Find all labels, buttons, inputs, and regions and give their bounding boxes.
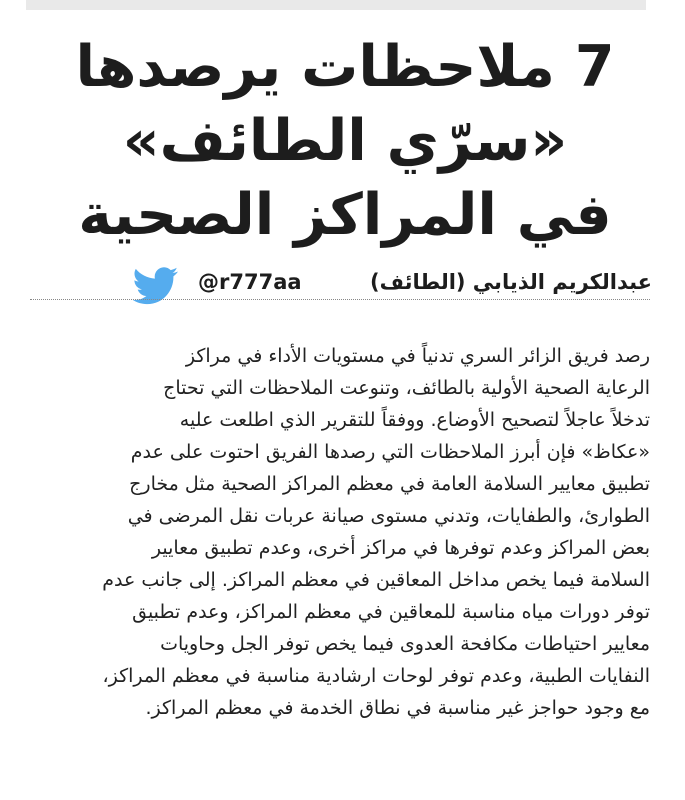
body-line-1: رصد فريق الزائر السري تدنياً في مستويات الأداء في مراكز: [185, 345, 650, 367]
byline-divider: [30, 299, 650, 300]
body-line-11: النفايات الطبية، وعدم توفر لوحات ارشادية مناسبة في معظم المراكز،: [102, 665, 650, 687]
body-line-10: معايير احتياطات مكافحة العدوى فيما يخص توفر الجل وحاويات: [160, 633, 650, 655]
body-line-8: السلامة فيما يخص مداخل المعاقين في معظم المراكز. إلى جانب عدم: [102, 569, 650, 591]
headline-line-2: «سرّي الطائف»: [122, 108, 568, 174]
body-line-6: الطوارئ، والطفايات، وتدني مستوى صيانة عربات نقل المرضى في: [127, 505, 650, 527]
body-line-5: تطبيق معايير السلامة العامة في معظم المراكز الصحية مثل مخارج: [129, 473, 650, 495]
twitter-bird-icon[interactable]: [132, 266, 180, 306]
twitter-handle-link[interactable]: @r777aa: [198, 270, 302, 294]
headline-line-3: في المراكز الصحية: [78, 182, 612, 248]
body-line-4: «عكاظ» فإن أبرز الملاحظات التي رصدها الفريق احتوت على عدم: [130, 441, 650, 463]
byline-author: عبدالكريم الذيابي (الطائف): [369, 270, 652, 294]
top-divider-strip: [26, 0, 646, 10]
byline: [30, 268, 652, 308]
body-line-2: الرعاية الصحية الأولية بالطائف، وتنوعت الملاحظات التي تحتاج: [163, 377, 650, 399]
article-body: [32, 340, 650, 724]
headline: [40, 30, 650, 252]
body-line-12: مع وجود حواجز غير مناسبة في نطاق الخدمة في معظم المراكز.: [145, 697, 650, 719]
body-line-3: تدخلاً عاجلاً لتصحيح الأوضاع. ووفقاً للتقرير الذي اطلعت عليه: [179, 409, 650, 431]
headline-line-1: 7 ملاحظات يرصدها: [75, 34, 615, 100]
body-line-7: بعض المراكز وعدم توفرها في مراكز أخرى، وعدم تطبيق معايير: [151, 537, 650, 559]
body-line-9: توفر دورات مياه مناسبة للمعاقين في معظم المراكز، وعدم تطبيق: [132, 601, 650, 623]
